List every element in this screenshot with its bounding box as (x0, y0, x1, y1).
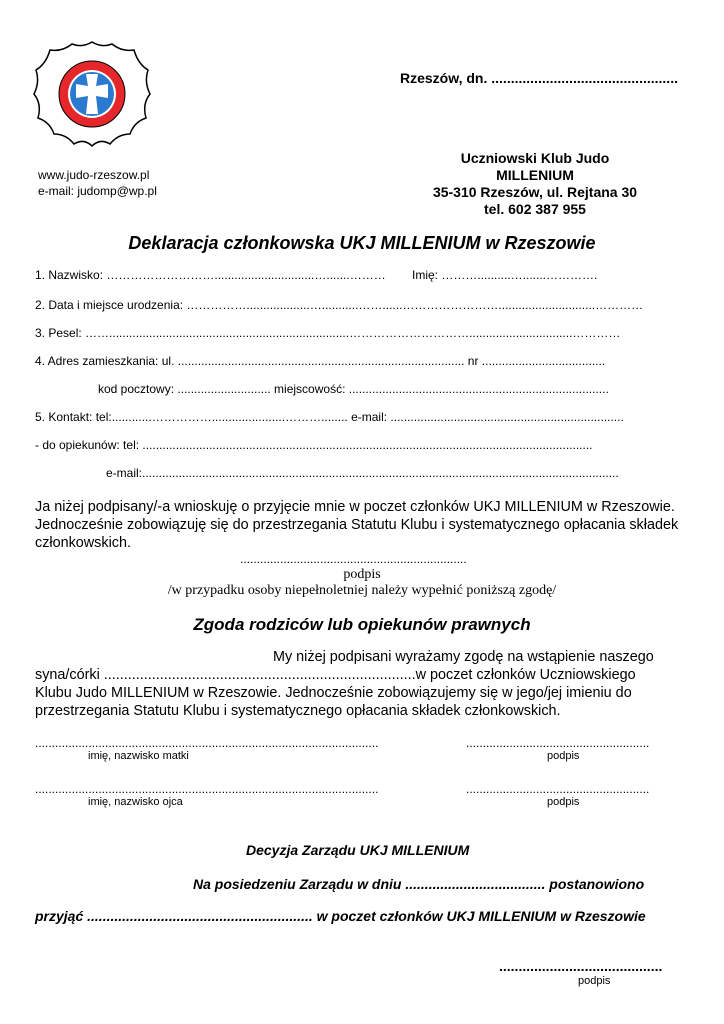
website-text (38, 167, 157, 199)
field-contact[interactable]: 5. Kontakt: tel:............……………......................………........ e-mail: ...................................................................... (35, 410, 624, 424)
consent-line-2[interactable]: syna/córki ..............................................................................w poczet członków Uczniowskiego (35, 667, 636, 683)
field-firstname[interactable]: Imię: ………..........….......…………. (412, 268, 598, 282)
consent-title: Zgoda rodziców lub opiekunów prawnych (193, 615, 531, 634)
mother-name-line[interactable]: ....................................................................................................... (35, 736, 379, 750)
father-name-line[interactable]: ....................................................................................................... (35, 782, 379, 796)
field-guardian-phone[interactable]: - do opiekunów: tel: ....................................................................................................................................... (35, 438, 593, 452)
date-line: Rzeszów, dn. ................................................ (400, 70, 678, 86)
father-label: imię, nazwisko ojca (88, 796, 183, 808)
minor-note: /w przypadku osoby niepełnoletniej należy wypełnić poniższą zgodę/ (167, 583, 557, 598)
club-name-2: MILLENIUM (496, 167, 574, 183)
field-pesel[interactable]: 3. Pesel: ……........................................................................…………………………...............................………… (35, 326, 621, 340)
father-signature-label: podpis (547, 796, 580, 808)
mother-label: imię, nazwisko matki (88, 750, 189, 762)
decision-line-1[interactable]: Na posiedzeniu Zarządu w dniu .................................... postanowiono (193, 876, 645, 892)
club-street: 35-310 Rzeszów, ul. Rejtana 30 (432, 184, 638, 200)
field-surname[interactable]: 1. Nazwisko: ………………………..............................….......……… (35, 268, 386, 282)
board-signature-line[interactable]: .......................................... (499, 958, 663, 974)
club-address (420, 150, 650, 218)
email-text: e-mail: judomp@wp.pl (38, 184, 157, 198)
father-signature-line[interactable]: ....................................................... (466, 782, 650, 796)
field-address[interactable]: 4. Adres zamieszkania: ul. ...................................................................................... nr ..................................... (35, 354, 606, 368)
signature-label: podpis (343, 567, 381, 582)
signature-line[interactable]: .................................................................... (240, 552, 467, 566)
website-link[interactable]: www.judo-rzeszow.pl (38, 168, 150, 182)
decision-line-2[interactable]: przyjąć .......................................................... w poczet członków UKJ MILLENIUM w Rzeszowie (35, 908, 646, 924)
field-birth[interactable]: 2. Data i miejsce urodzenia: ……………...................…...........……......…………………….............................………… (35, 298, 644, 312)
consent-line-1: My niżej podpisani wyrażamy zgodę na wstąpienie naszego (273, 649, 654, 665)
field-postcode[interactable]: kod pocztowy: ............................ miejscowość: .............................................................................. (98, 382, 609, 396)
mother-signature-label: podpis (547, 750, 580, 762)
declaration-text: Ja niżej podpisany/-a wnioskuję o przyjęcie mnie w poczet członków UKJ MILLENIUM w Rzeszowie. Jednocześnie zobowiązuję się do przestrzegania Statutu Klubu i systematycznego opłacania składek członkowskich. (35, 499, 679, 551)
board-signature-label: podpis (578, 975, 611, 987)
club-logo-icon (30, 38, 154, 150)
consent-line-3: Klubu Judo MILLENIUM w Rzeszowie. Jednocześnie zobowiązujemy się w jego/jej imieniu do (35, 685, 632, 701)
page-title: Deklaracja członkowska UKJ MILLENIUM w Rzeszowie (128, 233, 596, 253)
consent-line-4: przestrzegania Statutu Klubu i systematycznego opłacania składek członkowskich. (35, 703, 561, 719)
mother-signature-line[interactable]: ....................................................... (466, 736, 650, 750)
decision-title: Decyzja Zarządu UKJ MILLENIUM (246, 842, 470, 858)
field-guardian-email[interactable]: e-mail:............................................................................................................................................... (106, 466, 619, 480)
club-name: Uczniowski Klub Judo (460, 150, 610, 166)
club-phone: tel. 602 387 955 (484, 201, 586, 217)
